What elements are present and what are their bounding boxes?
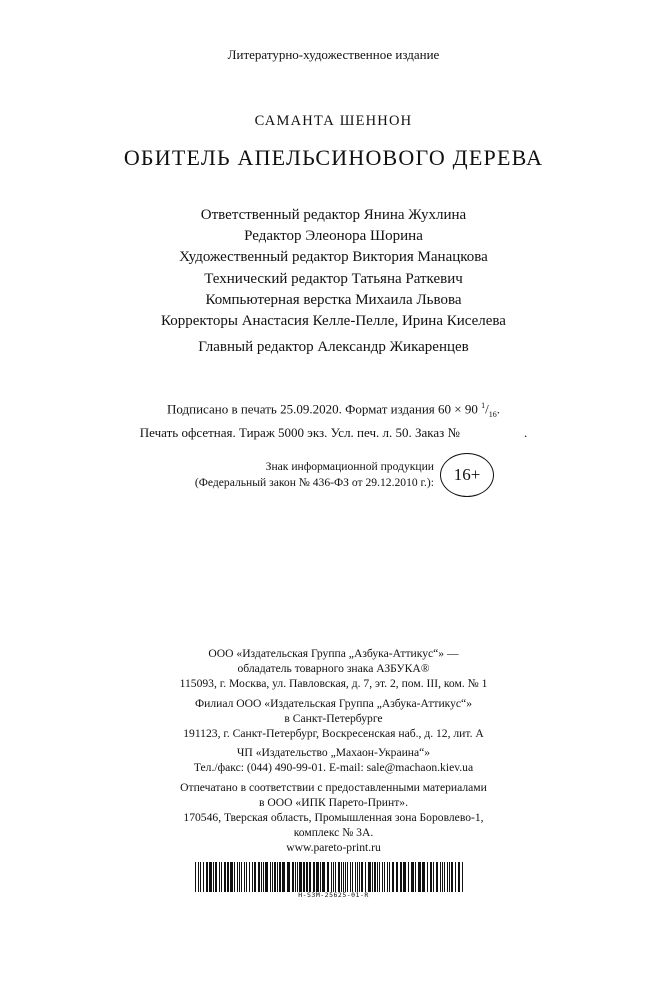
- publisher-line: в ООО «ИПК Парето-Принт».: [259, 795, 408, 809]
- barcode-bar: [320, 862, 321, 892]
- credit-line: Компьютерная верстка Михаила Львова: [205, 291, 462, 308]
- barcode-bar: [372, 862, 373, 892]
- barcode-bar: [299, 862, 302, 892]
- publisher-line: 115093, г. Москва, ул. Павловская, д. 7, эт. 2, пом. III, ком. № 1: [179, 677, 488, 691]
- barcode-bar: [462, 862, 463, 892]
- barcode-bar: [359, 862, 360, 892]
- barcode-bar: [374, 862, 376, 892]
- credits-block: [0, 205, 667, 332]
- info-mark-text: [160, 459, 434, 491]
- barcode-bar: [279, 862, 281, 892]
- barcode-bar: [382, 862, 383, 892]
- barcode-bar: [224, 862, 226, 892]
- barcode-bar: [198, 862, 199, 892]
- barcode-bar: [365, 862, 366, 892]
- barcode-bar: [277, 862, 278, 892]
- format-numerator: 1: [481, 401, 486, 410]
- barcode-bar: [458, 862, 460, 892]
- barcode-bar: [368, 862, 371, 892]
- barcode-bar: [338, 862, 340, 892]
- barcode-bar: [274, 862, 276, 892]
- barcode-bar: [355, 862, 356, 892]
- barcode-bar: [237, 862, 238, 892]
- barcode-bar: [316, 862, 319, 892]
- barcode-bar: [411, 862, 414, 892]
- barcode-bar: [241, 862, 242, 892]
- barcode-bar: [230, 862, 233, 892]
- barcode-bar: [306, 862, 308, 892]
- barcode-bar: [258, 862, 260, 892]
- imprint-line-1-end: .: [496, 401, 500, 417]
- barcode-bar: [396, 862, 398, 892]
- credit-line: Художественный редактор Виктория Манацкова: [179, 249, 488, 266]
- barcode-bar: [239, 862, 240, 892]
- barcode-bar: [335, 862, 336, 892]
- barcode-bar: [333, 862, 334, 892]
- barcode-bar: [203, 862, 204, 892]
- barcode-bar: [347, 862, 348, 892]
- barcode-bar: [331, 862, 332, 892]
- credit-line: Редактор Элеонора Шорина: [244, 228, 423, 245]
- barcode-bar: [447, 862, 448, 892]
- barcode-bar: [403, 862, 406, 892]
- barcode-bar: [345, 862, 346, 892]
- barcode-bar: [234, 862, 235, 892]
- barcode-bar: [389, 862, 390, 892]
- barcode-bar: [361, 862, 363, 892]
- barcode-bar: [303, 862, 305, 892]
- publisher-line: в Санкт-Петербурге: [284, 711, 383, 725]
- credit-line: Корректоры Анастасия Келле-Пелле, Ирина Киселева: [161, 313, 506, 330]
- barcode-icon: [195, 862, 465, 892]
- barcode-bar: [377, 862, 378, 892]
- barcode-bar: [357, 862, 358, 892]
- barcode-bar: [430, 862, 432, 892]
- barcode-bar: [195, 862, 196, 892]
- author-name: САМАНТА ШЕННОН: [254, 113, 413, 129]
- barcode-bar: [292, 862, 294, 892]
- barcode-bar: [265, 862, 268, 892]
- barcode-bar: [261, 862, 262, 892]
- barcode: [195, 862, 465, 906]
- imprint-block: [0, 397, 667, 442]
- barcode-bar: [313, 862, 315, 892]
- barcode-bar: [270, 862, 271, 892]
- barcode-bar: [400, 862, 402, 892]
- barcode-bar: [440, 862, 441, 892]
- credit-line: Технический редактор Татьяна Раткевич: [204, 270, 463, 287]
- publisher-line: Тел./факс: (044) 490-99-01. E-mail: sale@machaon.kiev.ua: [193, 761, 474, 775]
- barcode-bar: [295, 862, 296, 892]
- genre-label: Литературно-художественное издание: [227, 47, 440, 62]
- barcode-number: Н-SЗМ-25625-01-R: [298, 891, 369, 899]
- barcode-bar: [350, 862, 351, 892]
- publisher-line: 170546, Тверская область, Промышленная зона Боровлево-1,: [183, 811, 484, 825]
- barcode-bar: [249, 862, 250, 892]
- publisher-line: Отпечатано в соответствии с предоставленными материалами: [180, 780, 487, 794]
- barcode-bar: [327, 862, 329, 892]
- barcode-bar: [221, 862, 222, 892]
- publisher-line: ООО «Издательская Группа „Азбука-Аттикус“» —: [208, 647, 459, 660]
- barcode-bar: [227, 862, 229, 892]
- format-denominator: 16: [488, 409, 497, 419]
- barcode-bar: [263, 862, 264, 892]
- barcode-bar: [436, 862, 438, 892]
- barcode-bar: [455, 862, 456, 892]
- barcode-bar: [418, 862, 421, 892]
- barcode-bar: [451, 862, 453, 892]
- barcode-bar: [433, 862, 434, 892]
- barcode-bar: [442, 862, 443, 892]
- barcode-bar: [343, 862, 344, 892]
- imprint-line-1: [0, 397, 667, 424]
- publisher-line: ЧП «Издательство „Махаон-Украина“»: [236, 746, 431, 760]
- barcode-bar: [427, 862, 428, 892]
- barcode-bar: [213, 862, 214, 892]
- chief-editor: Главный редактор Александр Жикаренцев: [198, 339, 469, 355]
- barcode-bar: [254, 862, 256, 892]
- age-rating-badge: 16+: [440, 453, 494, 497]
- barcode-bar: [422, 862, 425, 892]
- imprint-line-2-end: .: [523, 424, 528, 440]
- format-slash: /: [485, 401, 489, 417]
- publisher-line: Филиал ООО «Издательская Группа „Азбука-Аттикус“»: [194, 696, 473, 710]
- info-mark-law: (Федеральный закон № 436-ФЗ от 29.12.2010 г.):: [194, 476, 434, 489]
- barcode-bar: [287, 862, 290, 892]
- publisher-line: обладатель товарного знака АЗБУКА®: [237, 662, 430, 676]
- barcode-bar: [246, 862, 247, 892]
- barcode-bar: [252, 862, 253, 892]
- barcode-bar: [309, 862, 311, 892]
- publisher-line: комплекс № 3А.: [293, 826, 374, 840]
- barcode-bar: [215, 862, 217, 892]
- publisher-line: 191123, г. Санкт-Петербург, Воскресенская наб., д. 12, лит. А: [183, 727, 484, 741]
- barcode-bar: [384, 862, 385, 892]
- barcode-bar: [341, 862, 342, 892]
- barcode-bar: [408, 862, 409, 892]
- publisher-line: www.pareto-print.ru: [286, 841, 381, 855]
- imprint-text-1: Подписано в печать 25.09.2020. Формат издания 60 × 90: [167, 401, 478, 417]
- barcode-bar: [449, 862, 450, 892]
- barcode-bar: [392, 862, 394, 892]
- info-mark-line: Знак информационной продукции: [265, 460, 434, 473]
- publisher-block: [0, 646, 667, 856]
- barcode-bar: [206, 862, 208, 892]
- imprint-line-2: [0, 424, 667, 442]
- book-title: ОБИТЕЛЬ АПЕЛЬСИНОВОГО ДЕРЕВА: [123, 145, 544, 170]
- barcode-bar: [415, 862, 416, 892]
- barcode-bar: [387, 862, 388, 892]
- barcode-bar: [219, 862, 220, 892]
- barcode-bar: [379, 862, 380, 892]
- credit-line: Ответственный редактор Янина Жухлина: [200, 207, 467, 223]
- barcode-bar: [297, 862, 298, 892]
- barcode-bar: [322, 862, 325, 892]
- barcode-bar: [244, 862, 245, 892]
- barcode-bar: [352, 862, 353, 892]
- barcode-bar: [282, 862, 285, 892]
- barcode-bar: [444, 862, 445, 892]
- barcode-bar: [272, 862, 273, 892]
- imprint-text-2: Печать офсетная. Тираж 5000 экз. Усл. печ. л. 50. Заказ №: [139, 424, 460, 440]
- barcode-bar: [200, 862, 201, 892]
- barcode-bar: [209, 862, 212, 892]
